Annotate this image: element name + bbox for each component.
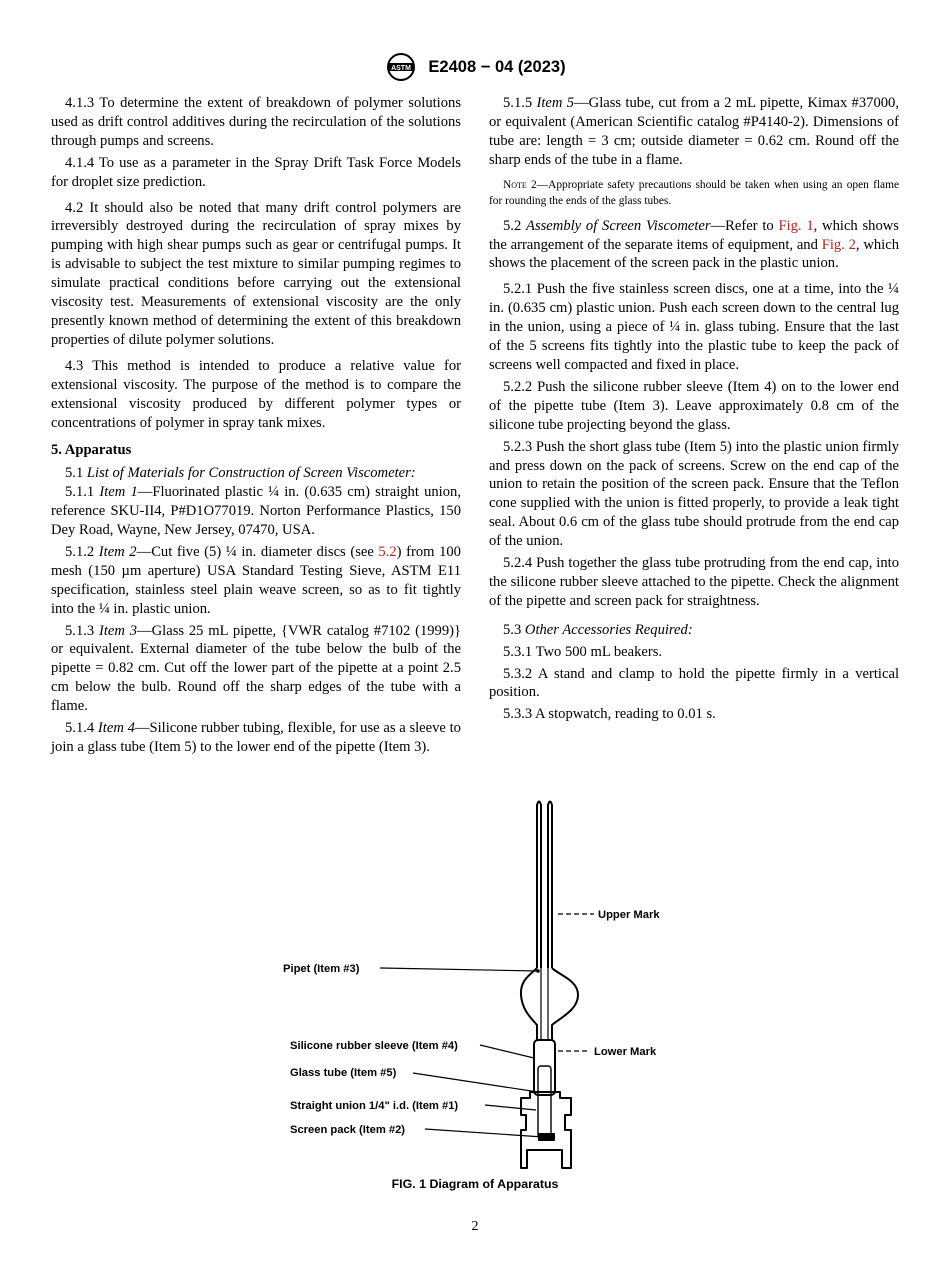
standard-designation: E2408 − 04 (2023) <box>428 57 566 76</box>
apparatus-diagram <box>270 790 690 1180</box>
para-5-1-2: 5.1.2 Item 2—Cut five (5) ¼ in. diameter discs (see 5.2) from 100 mesh (150 µm aperture) USA Standard Testing Sieve, ASTM E11 specification, stainless steel plain weave screen, so as to fit tightly into the ¼ in. plastic union. <box>51 543 461 617</box>
para-5-2-3: 5.2.3 Push the short glass tube (Item 5) into the plastic union firmly and press down on the pack of screens. Screw on the end cap of the union to retain the position of the screen pack. Ensure that the Teflon cone supplied with the union is fitted properly, to provide a leak tight seal. About 0.6 cm of the glass tube should protrude from the end cap of the union. <box>489 438 899 550</box>
para-5-1-4: 5.1.4 Item 4—Silicone rubber tubing, flexible, for use as a sleeve to join a glass tube (Item 5) to the lower end of the pipette (Item 3). <box>51 720 461 755</box>
label-lower-mark: Lower Mark <box>594 1046 657 1058</box>
para-5-1: 5.1 List of Materials for Construction of Screen Viscometer: <box>65 465 416 482</box>
para-4-1-3: 4.1.3 To determine the extent of breakdown of polymer solutions used as drift control additives during the recirculation of the solutions through pumps and screens. <box>51 95 461 149</box>
page-header <box>0 52 950 82</box>
para-5-2-4: 5.2.4 Push together the glass tube protruding from the end cap, into the silicone rubber sleeve attached to the pipette. Check the alignment of the pipette and screen pack for straightness. <box>489 555 899 609</box>
para-5-3: 5.3 Other Accessories Required: <box>503 621 693 638</box>
fig-2-link[interactable]: Fig. 2 <box>821 236 856 253</box>
label-upper-mark: Upper Mark <box>598 909 660 921</box>
para-4-2: 4.2 It should also be noted that many drift control polymers are irreversibly destroyed during the recirculation of spray mixes by pumping with high shear pumps such as gear or centrifugal pumps. It is advisable to subject the test mixture to similar pumping regimes to simulate practical conditions before carrying out the extensional viscosity test. Measurements of extensional viscosity are the only presently known method of determining the extent of this breakdown properties of dilute polymer solutions. <box>51 199 461 348</box>
pipette-drawing <box>521 802 578 1169</box>
page-number: 2 <box>471 1219 479 1234</box>
para-5-1-5: 5.1.5 Item 5—Glass tube, cut from a 2 mL pipette, Kimax #37000, or equivalent (American Scientific catalog #P4140-2). Dimensions of tube are: length = 3 cm; outside diameter = 0.62 cm. Round off the sharp ends of the tube in a flame. <box>489 95 899 168</box>
astm-logo-icon <box>384 52 418 82</box>
para-4-1-4: 4.1.4 To use as a parameter in the Spray Drift Task Force Models for droplet size prediction. <box>51 154 461 190</box>
right-column <box>489 94 899 724</box>
fig-1-link[interactable]: Fig. 1 <box>778 217 814 234</box>
figure-caption: FIG. 1 Diagram of Apparatus <box>391 1177 559 1191</box>
label-straight-union: Straight union 1/4" i.d. (Item #1) <box>290 1100 459 1112</box>
para-5-2-2: 5.2.2 Push the silicone rubber sleeve (Item 4) on to the lower end of the pipette tube (Item 3). Leave approximately 0.8 cm of the silicone tube projecting beyond the glass. <box>489 378 899 433</box>
para-5-1-3: 5.1.3 Item 3—Glass 25 mL pipette, {VWR catalog #7102 (1999)} or equivalent. External diameter of the tube below the bulb of the pipette = 0.82 cm. Cut off the lower part of the pipette at a point 2.5 cm below the bulb. Round off the sharp edges of the tube with a flame. <box>51 622 461 715</box>
section-link-5-2[interactable]: 5.2 <box>378 543 397 560</box>
para-5-3-2: 5.3.2 A stand and clamp to hold the pipette firmly in a vertical position. <box>489 665 899 701</box>
label-pipet: Pipet (Item #3) <box>283 963 360 975</box>
astm-logo-text: ASTM <box>391 64 412 72</box>
label-silicone-sleeve: Silicone rubber sleeve (Item #4) <box>290 1040 458 1052</box>
label-glass-tube: Glass tube (Item #5) <box>290 1067 397 1079</box>
para-5-2-1: 5.2.1 Push the five stainless screen discs, one at a time, into the ¼ in. (0.635 cm) plastic union. Push each screen down to the central lug in the union, using a piece of ¼ in. glass tubing. Ensure that the last of the 5 screens fits tightly into the plastic tube to keep the pack of screens well compacted and fixed in place. <box>489 281 899 373</box>
label-screen-pack: Screen pack (Item #2) <box>290 1124 406 1136</box>
left-column <box>51 94 461 757</box>
para-5-2: 5.2 Assembly of Screen Viscometer—Refer to Fig. 1, which shows the arrangement of the separate items of equipment, and Fig. 2, which shows the placement of the screen pack in the plastic union. <box>489 217 900 272</box>
para-5-3-1: 5.3.1 Two 500 mL beakers. <box>503 643 663 660</box>
note-2: Note 2—Appropriate safety precautions should be taken when using an open flame for rounding the ends of the glass tubes. <box>489 178 900 208</box>
para-5-1-1: 5.1.1 Item 1—Fluorinated plastic ¼ in. (0.635 cm) straight union, reference SKU-II4, P#D1O77019. Norton Performance Plastics, 150 Dey Road, Wayne, New Jersey, 07470, USA. <box>51 484 461 539</box>
section-heading-apparatus: 5. Apparatus <box>51 442 132 459</box>
para-5-3-3: 5.3.3 A stopwatch, reading to 0.01 s. <box>503 706 716 723</box>
para-4-3: 4.3 This method is intended to produce a relative value for extensional viscosity. The purpose of the method is to compare the extensional viscosity produced by different polymer types or concentrations of polymer in spray tank mixes. <box>51 357 461 431</box>
